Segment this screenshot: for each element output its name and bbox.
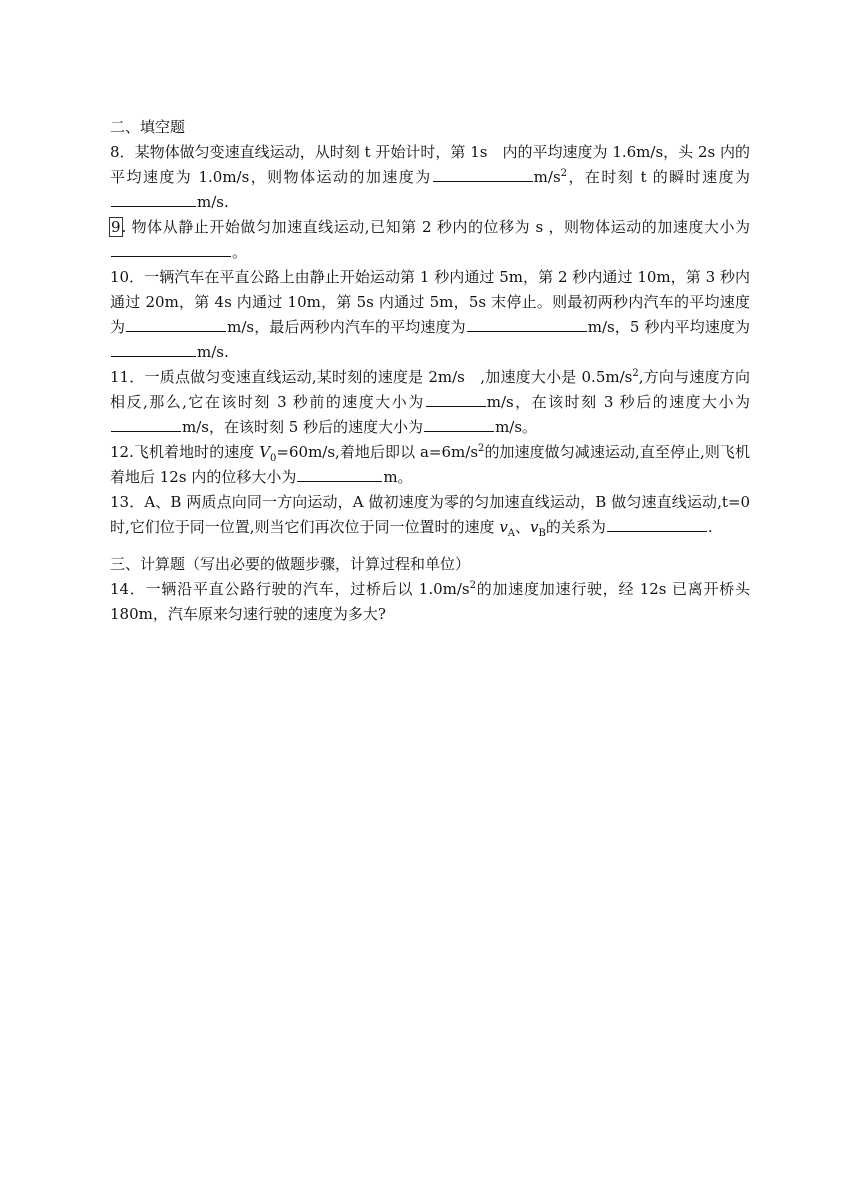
q12-number: 12.: [110, 443, 134, 461]
q11-number: 11．: [110, 368, 145, 386]
answer-blank[interactable]: [467, 315, 587, 332]
answer-blank[interactable]: [126, 315, 226, 332]
answer-blank[interactable]: [426, 390, 486, 407]
worksheet-content: [110, 115, 750, 627]
answer-blank[interactable]: [111, 340, 196, 357]
q8-number: 8．: [110, 143, 135, 161]
question-10: 10．一辆汽车在平直公路上由静止开始运动第 1 秒内通过 5m，第 2 秒内通过 10m，第 3 秒内通过 20m，第 4s 内通过 10m，第 5s 内通过 5m，5s 末停止。则最初两秒内汽车的平均速度为 m/s，最后两秒内汽车的平均速度为 m/s，5 秒内平均速度为m/s.: [110, 268, 750, 361]
question-12: 12.飞机着地时的速度 $V_0=60m/s$,着地后即以 $a=6m/s^2$的加速度做匀减速运动,直至停止,则飞机着地后 12s 内的位移大小为 m。: [110, 443, 750, 486]
answer-blank[interactable]: [111, 240, 231, 257]
answer-blank[interactable]: [433, 165, 533, 182]
answer-blank[interactable]: [607, 515, 707, 532]
answer-blank[interactable]: [111, 415, 181, 432]
question-11: 11．一质点做匀变速直线运动,某时刻的速度是 2m/s ,加速度大小是 $0.5m/s^2$,方向与速度方向相反,那么,它在该时刻 3 秒前的速度大小为 m/s，在该时刻 3 秒后的速度大小为m/s，在该时刻 5 秒后的速度大小为 m/s。: [110, 368, 750, 436]
section-fill-heading: 二、填空题: [110, 118, 186, 136]
q13-number: 13．: [110, 493, 145, 511]
q14-number: 14．: [110, 580, 146, 598]
question-14: 14．一辆沿平直公路行驶的汽车，过桥后以 $1.0m/s^2$的加速度加速行驶，经 12s 已离开桥头 180m，汽车原来匀速行驶的速度为多大?: [110, 580, 751, 623]
q10-number: 10．: [110, 268, 145, 286]
q9-number: 9: [111, 218, 121, 236]
answer-blank[interactable]: [297, 465, 382, 482]
answer-blank[interactable]: [424, 415, 494, 432]
question-8: 8．某物体做匀变速直线运动，从时刻 t 开始计时，第 1s 内的平均速度为 1.6m/s，头 2s 内的平均速度为 1.0m/s，则物体运动的加速度为 $m/s^2$，在时刻 t 的瞬时速度为m/s.: [110, 143, 751, 211]
question-13: 13．A、B 两质点向同一方向运动，A 做初速度为零的匀加速直线运动，B 做匀速直线运动,t=0 时,它们位于同一位置,则当它们再次位于同一位置时的速度 $v_A$、$v_B$的关系为 .: [110, 493, 750, 539]
answer-blank[interactable]: [111, 190, 196, 207]
section-calc-heading: 三、计算题（写出必要的做题步骤，计算过程和单位）: [110, 555, 471, 573]
question-9: 9. 物体从静止开始做匀加速直线运动,已知第 2 秒内的位移为 s ，则物体运动的加速度大小为。: [111, 218, 750, 261]
